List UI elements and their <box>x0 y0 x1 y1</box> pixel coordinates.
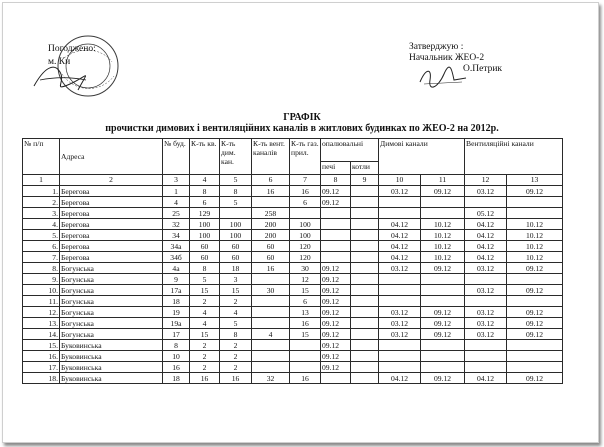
cell-smoke-date-2: 09.12 <box>421 307 465 318</box>
cell-building: 4а <box>163 263 190 274</box>
cell-smoke-date-1 <box>379 351 421 362</box>
cell-boilers <box>351 274 379 285</box>
cell-building: 34а <box>163 241 190 252</box>
col-number: 5 <box>220 175 252 186</box>
table-row <box>23 219 563 230</box>
cell-boilers <box>351 186 379 197</box>
cell-vent-date-1 <box>465 197 507 208</box>
title-line-1: ГРАФІК <box>283 112 321 123</box>
cell-num: 7. <box>23 252 60 263</box>
cell-smoke-date-1: 04.12 <box>379 219 421 230</box>
cell-vent-date-2 <box>507 340 563 351</box>
cell-flats: 5 <box>190 274 220 285</box>
cell-smoke-date-2: 10.12 <box>421 252 465 263</box>
table-row <box>23 340 563 351</box>
cell-boilers <box>351 296 379 307</box>
cell-stoves: 09.12 <box>321 285 351 296</box>
cell-vent <box>252 296 290 307</box>
cell-num: 11. <box>23 296 60 307</box>
cell-num: 15. <box>23 340 60 351</box>
cell-vent: 16 <box>252 186 290 197</box>
cell-flats: 15 <box>190 329 220 340</box>
cell-building: 34 <box>163 230 190 241</box>
header-vent-count: К-ть вент. каналів <box>252 139 290 175</box>
cell-building: 17а <box>163 285 190 296</box>
cell-smoke: 2 <box>220 362 252 373</box>
cell-vent-date-2: 09.12 <box>507 329 563 340</box>
cell-flats: 15 <box>190 285 220 296</box>
cell-smoke-date-1 <box>379 362 421 373</box>
col-number: 4 <box>190 175 220 186</box>
cell-vent-date-2: 09.12 <box>507 285 563 296</box>
cell-vent-date-1: 03.12 <box>465 307 507 318</box>
cell-smoke-date-1: 03.12 <box>379 186 421 197</box>
header-smoke-count: К-ть дим. кан. <box>220 139 252 175</box>
cell-smoke-date-2: 10.12 <box>421 230 465 241</box>
cell-num: 3. <box>23 208 60 219</box>
cell-vent-date-1 <box>465 351 507 362</box>
cell-boilers <box>351 219 379 230</box>
cell-flats: 4 <box>190 318 220 329</box>
cell-boilers <box>351 373 379 384</box>
cell-boilers <box>351 307 379 318</box>
col-number: 1 <box>23 175 60 186</box>
cell-gas: 12 <box>290 274 321 285</box>
cell-building: 1 <box>163 186 190 197</box>
cell-flats: 4 <box>190 307 220 318</box>
cell-flats: 8 <box>190 186 220 197</box>
cell-stoves: 09.12 <box>321 274 351 285</box>
approval-right-name: О.Петрик <box>463 64 503 74</box>
cell-stoves <box>321 373 351 384</box>
cell-smoke: 5 <box>220 318 252 329</box>
col-number: 13 <box>507 175 563 186</box>
cell-boilers <box>351 263 379 274</box>
table-row <box>23 351 563 362</box>
header-num: № п/п <box>23 139 60 175</box>
cell-smoke-date-1: 03.12 <box>379 263 421 274</box>
cell-boilers <box>351 197 379 208</box>
col-number: 11 <box>421 175 465 186</box>
cell-num: 13. <box>23 318 60 329</box>
cell-num: 10. <box>23 285 60 296</box>
cell-smoke-date-1: 03.12 <box>379 307 421 318</box>
cell-vent: 4 <box>252 329 290 340</box>
header-row <box>23 139 563 162</box>
cell-vent-date-1 <box>465 274 507 285</box>
approval-left-city: м. Ки <box>48 57 71 67</box>
cell-vent: 200 <box>252 230 290 241</box>
cell-smoke-date-2: 09.12 <box>421 263 465 274</box>
cell-smoke-date-1 <box>379 197 421 208</box>
cell-vent-date-2: 09.12 <box>507 263 563 274</box>
cell-vent: 32 <box>252 373 290 384</box>
cell-address: Берегова <box>60 252 163 263</box>
cell-vent-date-2: 09.12 <box>507 186 563 197</box>
cell-smoke-date-1: 04.12 <box>379 230 421 241</box>
cell-gas <box>290 351 321 362</box>
cell-flats: 100 <box>190 230 220 241</box>
cell-smoke: 16 <box>220 373 252 384</box>
cell-stoves: 09.12 <box>321 296 351 307</box>
cell-vent-date-1: 04.12 <box>465 373 507 384</box>
cell-vent-date-1: 04.12 <box>465 230 507 241</box>
cell-gas: 16 <box>290 186 321 197</box>
cell-gas: 15 <box>290 285 321 296</box>
cell-address: Берегова <box>60 219 163 230</box>
header-heating: опалювальні <box>321 139 379 162</box>
signature-icon <box>418 64 468 90</box>
cell-building: 16 <box>163 362 190 373</box>
cell-vent-date-1 <box>465 296 507 307</box>
cell-num: 17. <box>23 362 60 373</box>
header-vent-channels: Вентиляційні канали <box>465 139 563 175</box>
cell-smoke: 2 <box>220 296 252 307</box>
cell-flats: 60 <box>190 252 220 263</box>
cell-gas: 16 <box>290 373 321 384</box>
cell-flats: 8 <box>190 263 220 274</box>
cell-vent-date-2 <box>507 362 563 373</box>
cell-smoke-date-2 <box>421 351 465 362</box>
cell-address: Берегова <box>60 197 163 208</box>
cell-address: Берегова <box>60 186 163 197</box>
cell-num: 9. <box>23 274 60 285</box>
cell-vent-date-2 <box>507 274 563 285</box>
cell-vent <box>252 340 290 351</box>
col-number: 9 <box>351 175 379 186</box>
cell-smoke-date-2 <box>421 296 465 307</box>
cell-building: 10 <box>163 351 190 362</box>
cell-address: Буковинська <box>60 373 163 384</box>
cell-smoke-date-2 <box>421 274 465 285</box>
header-flats: К-ть кв. <box>190 139 220 175</box>
cell-stoves: 09.12 <box>321 263 351 274</box>
cell-gas: 13 <box>290 307 321 318</box>
cell-smoke-date-2: 10.12 <box>421 219 465 230</box>
cell-stoves <box>321 230 351 241</box>
cell-smoke-date-2: 09.12 <box>421 373 465 384</box>
cell-smoke-date-2 <box>421 285 465 296</box>
cell-vent-date-2: 10.12 <box>507 241 563 252</box>
header-address: Адреса <box>60 139 163 175</box>
cell-smoke-date-2 <box>421 197 465 208</box>
cell-num: 14. <box>23 329 60 340</box>
cell-smoke-date-2 <box>421 340 465 351</box>
cell-smoke: 60 <box>220 241 252 252</box>
cell-gas: 100 <box>290 230 321 241</box>
cell-smoke: 60 <box>220 252 252 263</box>
col-number: 10 <box>379 175 421 186</box>
cell-smoke-date-1 <box>379 285 421 296</box>
cell-vent-date-2 <box>507 208 563 219</box>
table-row <box>23 263 563 274</box>
header-building: № буд. <box>163 139 190 175</box>
table-body <box>23 186 563 384</box>
column-number-row <box>23 175 563 186</box>
cell-stoves: 09.12 <box>321 318 351 329</box>
cell-smoke: 18 <box>220 263 252 274</box>
cell-gas <box>290 340 321 351</box>
cell-flats: 129 <box>190 208 220 219</box>
cell-boilers <box>351 329 379 340</box>
cell-vent <box>252 318 290 329</box>
cell-flats: 100 <box>190 219 220 230</box>
table-row <box>23 362 563 373</box>
cell-smoke-date-2 <box>421 208 465 219</box>
cell-smoke: 100 <box>220 230 252 241</box>
cell-gas: 30 <box>290 263 321 274</box>
cell-boilers <box>351 318 379 329</box>
cell-smoke-date-1 <box>379 208 421 219</box>
cell-smoke: 15 <box>220 285 252 296</box>
cell-address: Берегова <box>60 230 163 241</box>
cell-boilers <box>351 362 379 373</box>
cell-num: 8. <box>23 263 60 274</box>
cell-address: Богунська <box>60 329 163 340</box>
cell-building: 9 <box>163 274 190 285</box>
cell-vent: 60 <box>252 252 290 263</box>
cell-vent-date-1: 03.12 <box>465 318 507 329</box>
table-row <box>23 208 563 219</box>
cell-address: Богунська <box>60 274 163 285</box>
cell-address: Богунська <box>60 296 163 307</box>
cell-smoke-date-1 <box>379 274 421 285</box>
title-line-2: прочистки димових і вентиляційних каналів в житлових будинках по ЖЕО-2 на 2012р. <box>105 123 499 134</box>
col-number: 8 <box>321 175 351 186</box>
cell-smoke: 8 <box>220 329 252 340</box>
header-boilers: котли <box>351 162 379 175</box>
cell-building: 19 <box>163 307 190 318</box>
cell-vent: 60 <box>252 241 290 252</box>
cell-vent-date-2: 10.12 <box>507 252 563 263</box>
cell-vent-date-2 <box>507 351 563 362</box>
cell-stoves <box>321 219 351 230</box>
cell-vent-date-2 <box>507 296 563 307</box>
cell-boilers <box>351 241 379 252</box>
cell-stoves: 09.12 <box>321 197 351 208</box>
cell-stoves: 09.12 <box>321 307 351 318</box>
cell-gas: 100 <box>290 219 321 230</box>
cell-smoke-date-1: 04.12 <box>379 252 421 263</box>
col-number: 12 <box>465 175 507 186</box>
cell-gas: 6 <box>290 197 321 208</box>
cell-boilers <box>351 230 379 241</box>
col-number: 2 <box>60 175 163 186</box>
cell-gas: 15 <box>290 329 321 340</box>
approval-right-position: Начальник ЖЕО-2 <box>409 53 485 63</box>
cell-vent <box>252 274 290 285</box>
col-number: 7 <box>290 175 321 186</box>
table-row <box>23 318 563 329</box>
cell-smoke: 2 <box>220 340 252 351</box>
approval-right-label: Затверджую : <box>409 42 464 52</box>
cell-smoke-date-2: 09.12 <box>421 318 465 329</box>
cell-gas <box>290 208 321 219</box>
table-row <box>23 230 563 241</box>
cell-num: 6. <box>23 241 60 252</box>
cell-boilers <box>351 252 379 263</box>
cell-vent-date-1: 03.12 <box>465 263 507 274</box>
cell-stoves <box>321 241 351 252</box>
cell-building: 25 <box>163 208 190 219</box>
cell-num: 12. <box>23 307 60 318</box>
cell-flats: 2 <box>190 362 220 373</box>
cell-stoves: 09.12 <box>321 186 351 197</box>
cell-boilers <box>351 351 379 362</box>
table-row <box>23 252 563 263</box>
cell-flats: 2 <box>190 296 220 307</box>
approval-left-block <box>48 44 96 67</box>
cell-smoke: 100 <box>220 219 252 230</box>
cell-address: Берегова <box>60 241 163 252</box>
cell-address: Богунська <box>60 285 163 296</box>
cell-gas: 6 <box>290 296 321 307</box>
cell-flats: 6 <box>190 197 220 208</box>
cell-vent-date-1: 03.12 <box>465 186 507 197</box>
cell-boilers <box>351 285 379 296</box>
cell-vent-date-1 <box>465 362 507 373</box>
cell-vent-date-2: 09.12 <box>507 307 563 318</box>
document-title <box>0 112 604 134</box>
cell-address: Богунська <box>60 263 163 274</box>
table-row <box>23 296 563 307</box>
cell-smoke-date-2: 09.12 <box>421 329 465 340</box>
cell-gas: 120 <box>290 252 321 263</box>
cell-vent-date-1 <box>465 340 507 351</box>
cell-num: 2. <box>23 197 60 208</box>
cell-smoke-date-1: 03.12 <box>379 329 421 340</box>
table-row <box>23 197 563 208</box>
table-row <box>23 329 563 340</box>
cell-num: 16. <box>23 351 60 362</box>
table-row <box>23 186 563 197</box>
cell-stoves: 09.12 <box>321 329 351 340</box>
schedule-table <box>22 138 563 384</box>
cell-gas: 16 <box>290 318 321 329</box>
cell-vent: 258 <box>252 208 290 219</box>
cell-vent-date-1: 04.12 <box>465 219 507 230</box>
cell-address: Богунська <box>60 318 163 329</box>
cell-flats: 60 <box>190 241 220 252</box>
table-row <box>23 373 563 384</box>
cell-vent-date-1: 04.12 <box>465 241 507 252</box>
cell-num: 5. <box>23 230 60 241</box>
cell-vent-date-2: 09.12 <box>507 318 563 329</box>
table-row <box>23 241 563 252</box>
cell-smoke-date-2: 10.12 <box>421 241 465 252</box>
cell-stoves: 09.12 <box>321 340 351 351</box>
cell-boilers <box>351 208 379 219</box>
cell-flats: 2 <box>190 351 220 362</box>
cell-smoke-date-1: 04.12 <box>379 373 421 384</box>
cell-vent-date-2 <box>507 197 563 208</box>
cell-flats: 16 <box>190 373 220 384</box>
cell-smoke-date-2 <box>421 362 465 373</box>
cell-smoke-date-1 <box>379 340 421 351</box>
cell-gas <box>290 362 321 373</box>
cell-building: 8 <box>163 340 190 351</box>
cell-vent: 200 <box>252 219 290 230</box>
header-gas-count: К-ть газ. прил. <box>290 139 321 175</box>
cell-vent-date-1: 03.12 <box>465 329 507 340</box>
cell-address: Буковинська <box>60 351 163 362</box>
table-row <box>23 274 563 285</box>
cell-vent <box>252 307 290 318</box>
cell-vent <box>252 351 290 362</box>
cell-vent <box>252 197 290 208</box>
cell-vent-date-1: 05.12 <box>465 208 507 219</box>
header-stoves: печі <box>321 162 351 175</box>
cell-stoves <box>321 208 351 219</box>
cell-gas: 120 <box>290 241 321 252</box>
cell-stoves: 09.12 <box>321 362 351 373</box>
cell-building: 32 <box>163 219 190 230</box>
cell-vent <box>252 362 290 373</box>
cell-boilers <box>351 340 379 351</box>
cell-building: 19а <box>163 318 190 329</box>
cell-smoke-date-1: 03.12 <box>379 318 421 329</box>
cell-address: Буковинська <box>60 362 163 373</box>
cell-smoke-date-1 <box>379 296 421 307</box>
cell-vent-date-1: 03.12 <box>465 285 507 296</box>
cell-smoke <box>220 208 252 219</box>
stamp-seal-icon <box>30 28 120 108</box>
col-number: 3 <box>163 175 190 186</box>
cell-building: 18 <box>163 296 190 307</box>
cell-building: 18 <box>163 373 190 384</box>
table-row <box>23 285 563 296</box>
cell-vent-date-1: 04.12 <box>465 252 507 263</box>
cell-building: 17 <box>163 329 190 340</box>
cell-address: Богунська <box>60 307 163 318</box>
cell-smoke-date-2: 09.12 <box>421 186 465 197</box>
cell-vent: 30 <box>252 285 290 296</box>
cell-smoke: 2 <box>220 351 252 362</box>
cell-num: 1. <box>23 186 60 197</box>
cell-smoke: 3 <box>220 274 252 285</box>
cell-num: 4. <box>23 219 60 230</box>
table-row <box>23 307 563 318</box>
cell-vent-date-2: 10.12 <box>507 219 563 230</box>
cell-vent-date-2: 09.12 <box>507 373 563 384</box>
cell-address: Буковинська <box>60 340 163 351</box>
cell-smoke-date-1: 04.12 <box>379 241 421 252</box>
header-smoke-channels: Димові канали <box>379 139 465 175</box>
cell-stoves: 09.12 <box>321 351 351 362</box>
cell-smoke: 5 <box>220 197 252 208</box>
col-number: 6 <box>252 175 290 186</box>
cell-address: Берегова <box>60 208 163 219</box>
cell-flats: 2 <box>190 340 220 351</box>
cell-building: 34б <box>163 252 190 263</box>
cell-building: 4 <box>163 197 190 208</box>
approval-left-label: Погоджено: <box>48 44 96 54</box>
cell-stoves <box>321 252 351 263</box>
cell-vent-date-2: 10.12 <box>507 230 563 241</box>
cell-smoke: 8 <box>220 186 252 197</box>
cell-smoke: 4 <box>220 307 252 318</box>
cell-vent: 16 <box>252 263 290 274</box>
cell-num: 18. <box>23 373 60 384</box>
